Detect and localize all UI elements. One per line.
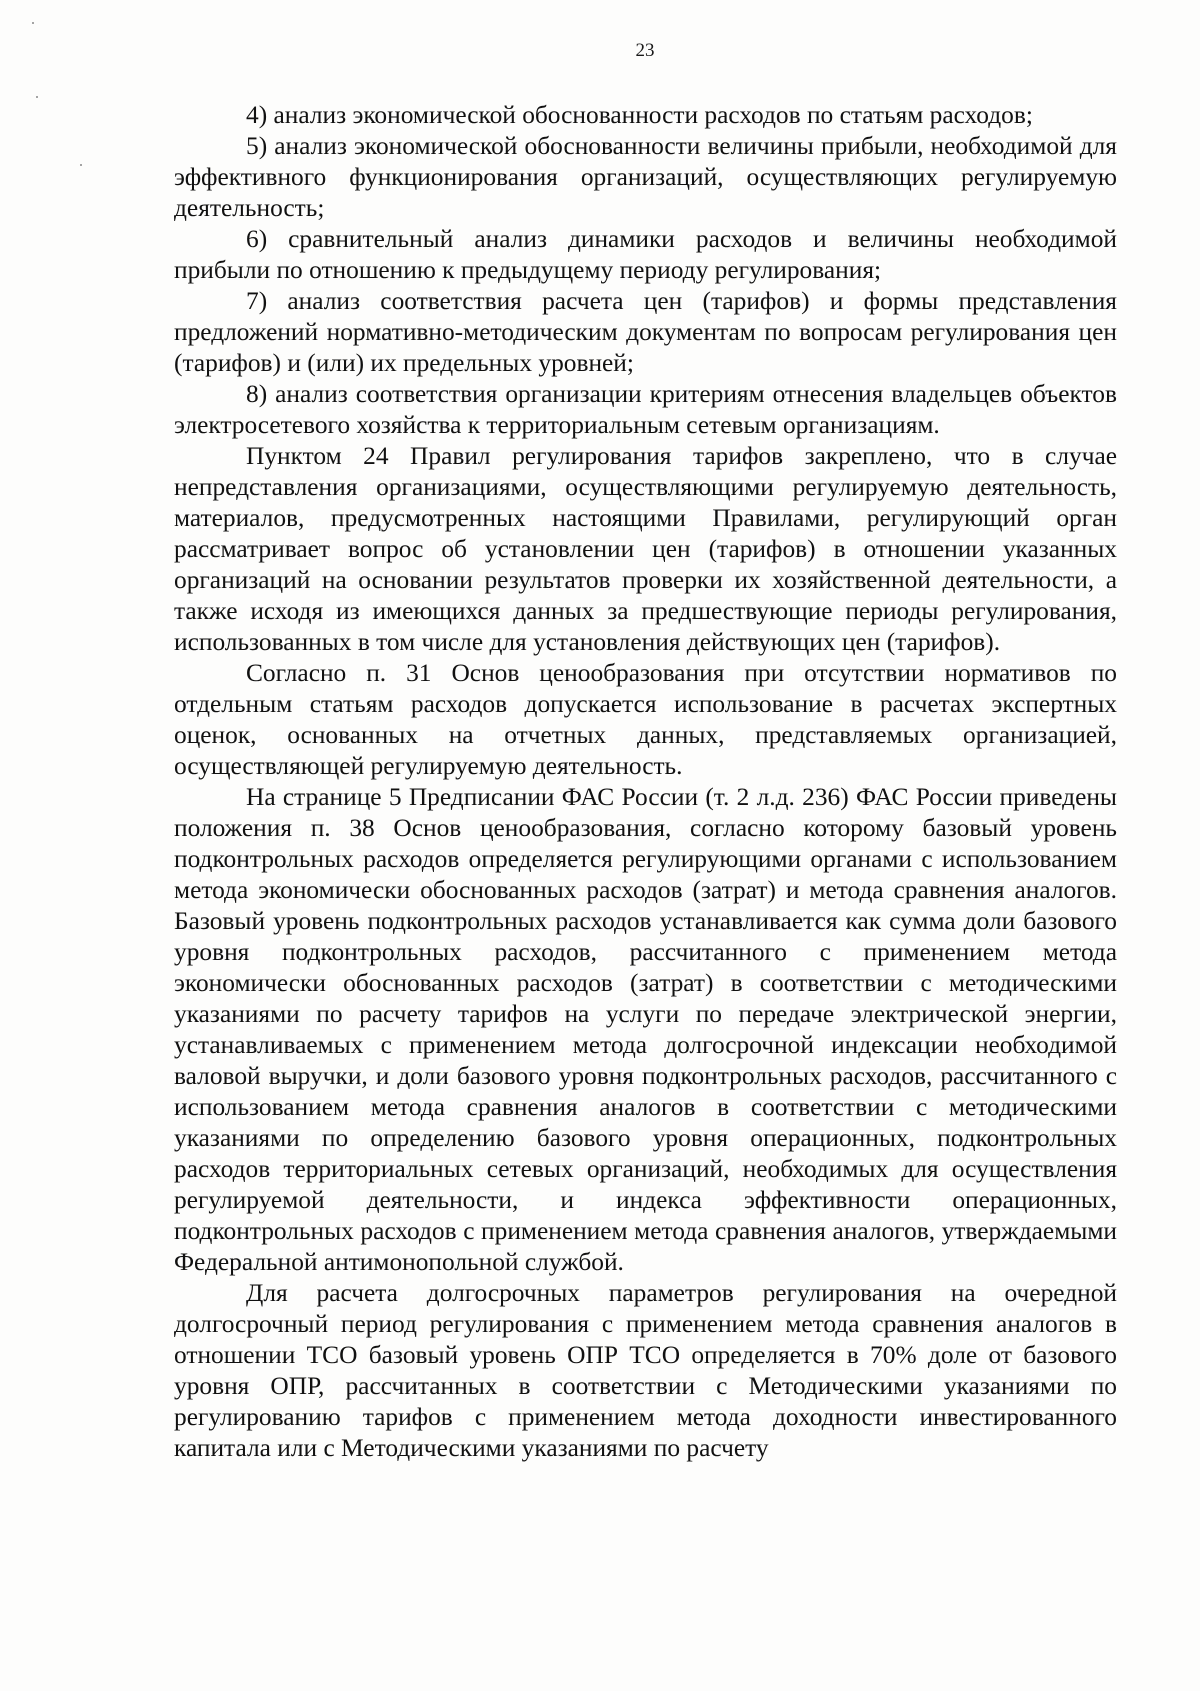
paragraph-item-8: 8) анализ соответствия организации критериям отнесения владельцев объектов электросетевого хозяйства к территориальным сетевым организациям. <box>174 380 1117 439</box>
paragraph-item-5: 5) анализ экономической обоснованности величины прибыли, необходимой для эффективного функционирования организаций, осуществляющих регулируемую деятельность; <box>174 132 1117 222</box>
paragraph-item-6: 6) сравнительный анализ динамики расходов и величины необходимой прибыли по отношению к предыдущему периоду регулирования; <box>174 225 1117 284</box>
paragraph-long-term-parameters: Для расчета долгосрочных параметров регулирования на очередной долгосрочный период регулирования с применением метода сравнения аналогов в отношении ТСО базовый уровень ОПР ТСО определяется в 70% доле от базового уровня ОПР, рассчитанных в соответствии с Методическими указаниями по регулированию тарифов с применением метода доходности инвестированного капитала или с Методическими указаниями по расчету <box>174 1279 1117 1462</box>
page-number: 23 <box>635 40 655 61</box>
paragraph-rule-24: Пунктом 24 Правил регулирования тарифов закреплено, что в случае непредставления организациями, осуществляющими регулируемую деятельность, материалов, предусмотренных настоящими Правилами, регулирующий орган рассматривает вопрос об установлении цен (тарифов) в отношении указанных организаций на основании результатов проверки их хозяйственной деятельности, а также исходя из имеющихся данных за предшествующие периоды регулирования, использованных в том числе для установления действующих цен (тарифов). <box>174 442 1117 656</box>
paragraph-fas-order: На странице 5 Предписании ФАС России (т. 2 л.д. 236) ФАС России приведены положения п. 38 Основ ценообразования, согласно которому базовый уровень подконтрольных расходов определяется регулирующими органами с использованием метода экономически обоснованных расходов (затрат) и метода сравнения аналогов. Базовый уровень подконтрольных расходов устанавливается как сумма доли базового уровня подконтрольных расходов, рассчитанного с применением метода экономически обоснованных расходов (затрат) в соответствии с методическими указаниями по расчету тарифов на услуги по передаче электрической энергии, устанавливаемых с применением метода долгосрочной индексации необходимой валовой выручки, и доли базового уровня подконтрольных расходов, рассчитанного с использованием метода сравнения аналогов в соответствии с методическими указаниями по определению базового уровня операционных, подконтрольных расходов территориальных сетевых организаций, необходимых для осуществления регулируемой деятельности, и индекса эффективности операционных, подконтрольных расходов с применением метода сравнения аналогов, утверждаемыми Федеральной антимонопольной службой. <box>174 783 1117 1276</box>
scan-speck <box>32 22 34 24</box>
scan-speck <box>80 164 82 166</box>
paragraph-clause-31: Согласно п. 31 Основ ценообразования при отсутствии нормативов по отдельным статьям расходов допускается использование в расчетах экспертных оценок, основанных на отчетных данных, представляемых организацией, осуществляющей регулируемую деятельность. <box>174 659 1117 780</box>
paragraph-item-7: 7) анализ соответствия расчета цен (тарифов) и формы представления предложений нормативно-методическим документам по вопросам регулирования цен (тарифов) и (или) их предельных уровней; <box>174 287 1117 377</box>
scan-speck <box>36 96 38 98</box>
document-body <box>174 100 1117 1464</box>
paragraph-item-4: 4) анализ экономической обоснованности расходов по статьям расходов; <box>246 101 1033 129</box>
